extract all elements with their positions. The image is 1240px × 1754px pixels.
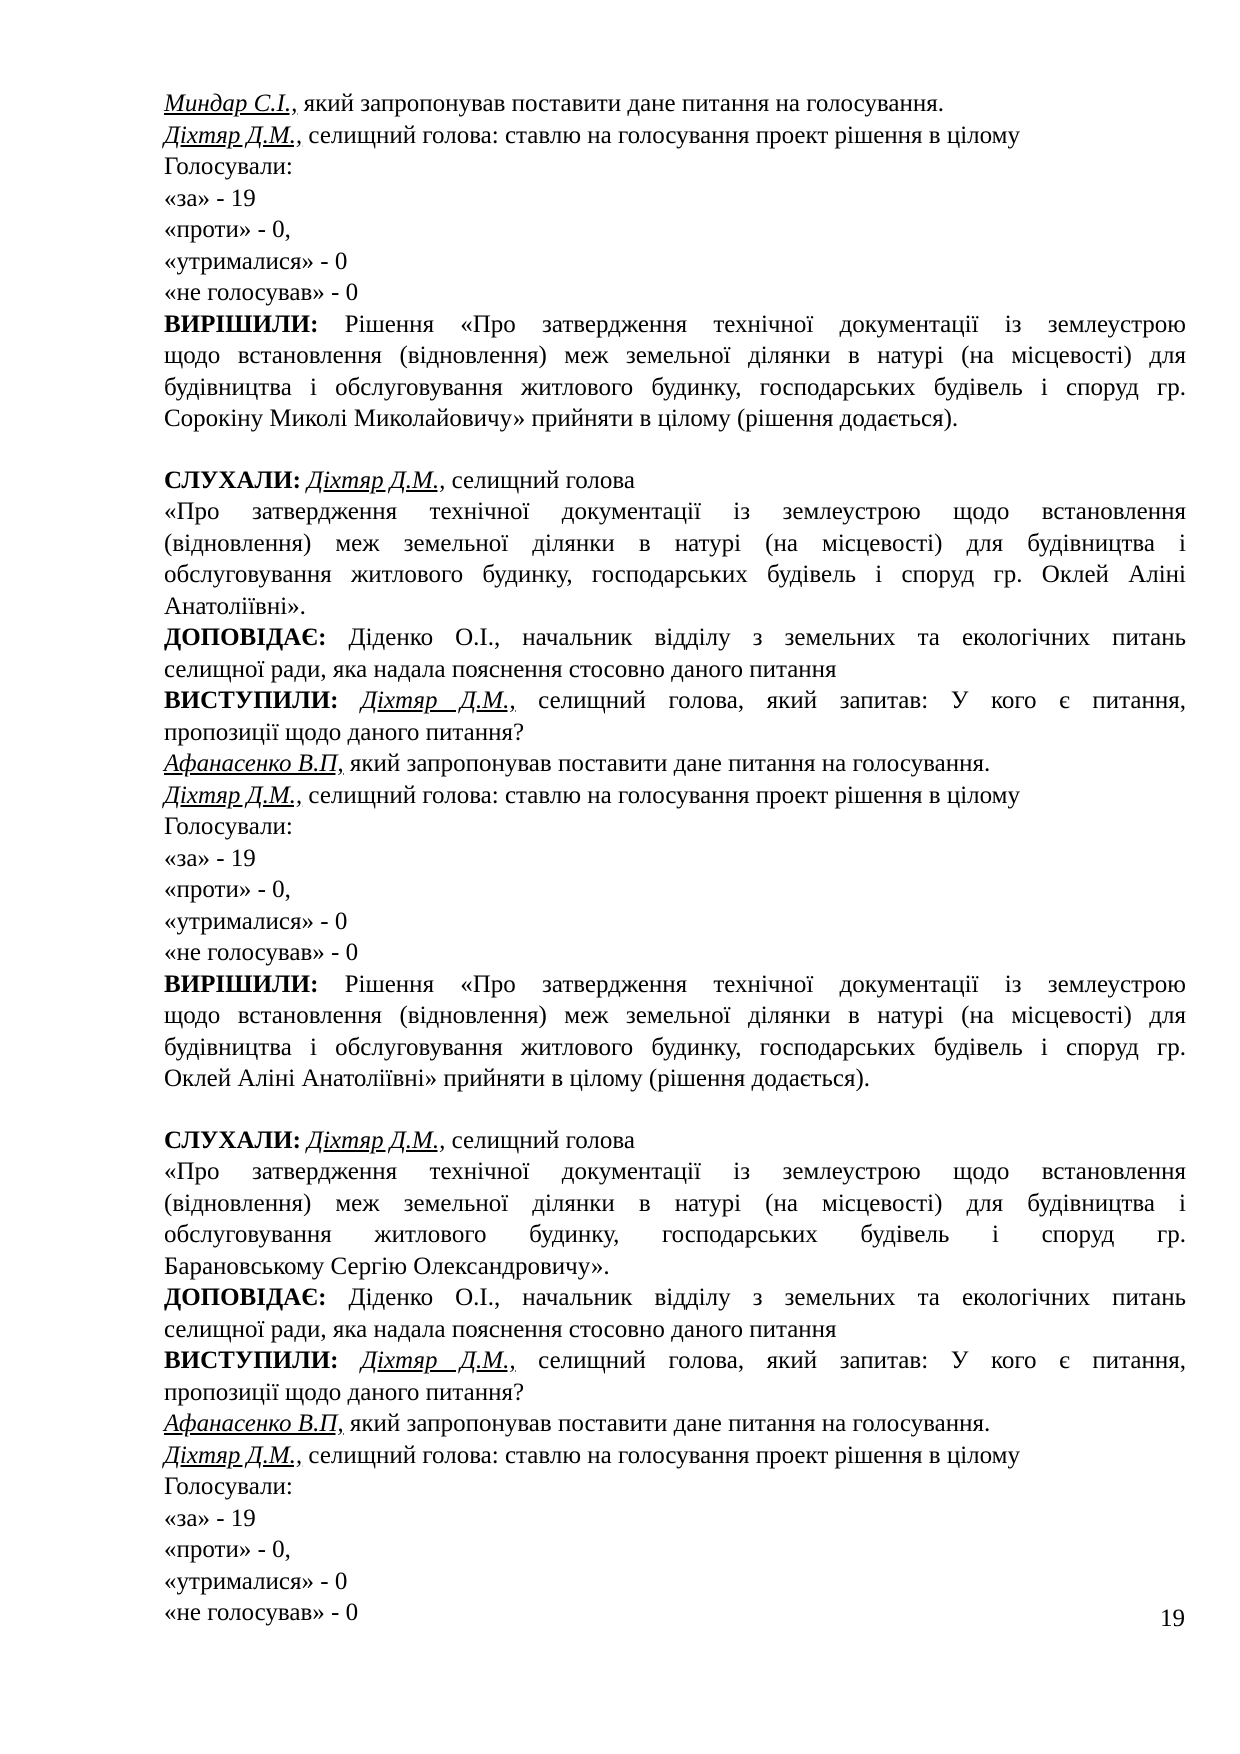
speaker-name: Афанасенко В.П, — [164, 1410, 344, 1437]
spoke-line — [164, 685, 1186, 717]
vote-abstained: «утрималися» - 0 — [164, 247, 348, 275]
question-line: обслуговування житлового будинку, господарських будівель і споруд гр. — [164, 1221, 1186, 1248]
speaker-line — [164, 1408, 1186, 1440]
spoke-line: пропозиції щодо даного питання? — [164, 718, 525, 746]
speaker-name: Діхтяр Д.М., — [164, 1441, 303, 1469]
heard-line — [164, 1125, 1186, 1157]
speaker-name: Діхтяр Д.М., — [361, 687, 516, 714]
heard-label: СЛУХАЛИ: — [164, 1126, 301, 1154]
vote-against: «проти» - 0, — [164, 876, 291, 903]
heard-line — [164, 465, 1186, 497]
speaker-text: селищний голова — [445, 466, 635, 494]
speaker-line — [164, 120, 1186, 152]
speaker-line — [164, 1440, 1186, 1472]
speaker-name: Діхтяр Д.М., — [164, 121, 303, 149]
voted-heading: Голосували: — [164, 153, 293, 180]
speaker-text: селищний голова: ставлю на голосування проект рішення в цілому — [302, 121, 1020, 149]
speaker-text: який запропонував поставити дане питання на голосування. — [343, 750, 991, 777]
document-body — [164, 88, 1186, 1629]
report-line — [164, 1282, 1186, 1314]
report-text: Діденко О.І., начальник відділу з земельних та екологічних питань — [326, 1284, 1186, 1311]
decision-line: Оклей Аліні Анатоліївні» прийняти в цілому (рішення додається). — [164, 1065, 871, 1092]
spoke-line — [164, 1345, 1186, 1377]
speaker-name: Діхтяр Д.М., — [307, 1126, 446, 1154]
decided-label: ВИРІШИЛИ: — [164, 970, 319, 998]
decision-line: щодо встановлення (відновлення) меж земельної ділянки в натурі (на місцевості) для — [164, 342, 1186, 369]
speaker-line — [164, 780, 1186, 812]
speaker-line — [164, 88, 1186, 120]
report-line: селищної ради, яка надала пояснення стосовно даного питання — [164, 655, 837, 683]
speaker-text: який запропонував поставити дане питання на голосування. — [343, 1410, 991, 1437]
decision-line: Сорокіну Миколі Миколайовичу» прийняти в цілому (рішення додається). — [164, 405, 959, 432]
decision-line: щодо встановлення (відновлення) меж земельної ділянки в натурі (на місцевості) для — [164, 1002, 1186, 1029]
decided-label: ВИРІШИЛИ: — [164, 310, 319, 338]
vote-not-voted: «не голосував» - 0 — [164, 939, 359, 966]
question-line: «Про затвердження технічної документації із землеустрою щодо встановлення — [164, 498, 1186, 525]
vote-for: «за» - 19 — [164, 1504, 256, 1532]
voted-heading: Голосували: — [164, 813, 293, 840]
report-label: ДОПОВІДАЄ: — [164, 624, 327, 651]
question-line: Барановському Сергію Олександровичу». — [164, 1252, 610, 1280]
spoke-text: селищний голова, який запитав: У кого є питання, — [515, 687, 1187, 714]
vote-abstained: «утрималися» - 0 — [164, 1567, 348, 1595]
vote-for: «за» - 19 — [164, 844, 256, 872]
question-line: Анатоліївні». — [164, 592, 306, 620]
report-text: Діденко О.І., начальник відділу з земельних та екологічних питань — [326, 624, 1186, 651]
spoke-label: ВИСТУПИЛИ: — [164, 1347, 339, 1374]
report-label: ДОПОВІДАЄ: — [164, 1284, 327, 1311]
speaker-name: Миндар С.І., — [164, 90, 298, 117]
paragraph-gap — [164, 435, 1186, 465]
decision-line: будівництва і обслуговування житлового будинку, господарських будівель і споруд гр. — [164, 1033, 1186, 1061]
spoke-text: селищний голова, який запитав: У кого є питання, — [515, 1347, 1187, 1374]
vote-not-voted: «не голосував» - 0 — [164, 1599, 359, 1626]
speaker-name: Діхтяр Д.М., — [361, 1347, 516, 1374]
speaker-text: селищний голова: ставлю на голосування проект рішення в цілому — [302, 781, 1020, 809]
page-number: 19 — [1160, 1605, 1185, 1632]
question-line: (відновлення) меж земельної ділянки в натурі (на місцевості) для будівництва і — [164, 529, 1186, 557]
vote-abstained: «утрималися» - 0 — [164, 907, 348, 935]
paragraph-gap — [164, 1095, 1186, 1125]
speaker-line — [164, 748, 1186, 780]
question-line: (відновлення) меж земельної ділянки в натурі (на місцевості) для будівництва і — [164, 1189, 1186, 1217]
vote-against: «проти» - 0, — [164, 1536, 291, 1563]
speaker-name: Діхтяр Д.М., — [164, 781, 303, 809]
decision-line — [164, 309, 1186, 341]
speaker-text: який запропонував поставити дане питання на голосування. — [297, 90, 944, 117]
decision-line — [164, 969, 1186, 1001]
speaker-text: селищний голова: ставлю на голосування проект рішення в цілому — [302, 1441, 1020, 1469]
voted-heading: Голосували: — [164, 1473, 293, 1500]
spoke-label: ВИСТУПИЛИ: — [164, 687, 339, 714]
heard-label: СЛУХАЛИ: — [164, 466, 301, 494]
decision-text: Рішення «Про затвердження технічної документації із землеустрою — [318, 310, 1186, 338]
speaker-text: селищний голова — [445, 1126, 635, 1154]
vote-not-voted: «не голосував» - 0 — [164, 279, 359, 306]
question-line: обслуговування житлового будинку, господарських будівель і споруд гр. Оклей Аліні — [164, 561, 1186, 588]
speaker-name: Афанасенко В.П, — [164, 750, 344, 777]
question-line: «Про затвердження технічної документації із землеустрою щодо встановлення — [164, 1158, 1186, 1185]
report-line — [164, 622, 1186, 654]
vote-for: «за» - 19 — [164, 184, 256, 212]
vote-against: «проти» - 0, — [164, 216, 291, 243]
decision-text: Рішення «Про затвердження технічної документації із землеустрою — [318, 970, 1186, 998]
speaker-name: Діхтяр Д.М., — [307, 466, 446, 494]
spoke-line: пропозиції щодо даного питання? — [164, 1378, 525, 1406]
report-line: селищної ради, яка надала пояснення стосовно даного питання — [164, 1315, 837, 1343]
decision-line: будівництва і обслуговування житлового будинку, господарських будівель і споруд гр. — [164, 373, 1186, 401]
